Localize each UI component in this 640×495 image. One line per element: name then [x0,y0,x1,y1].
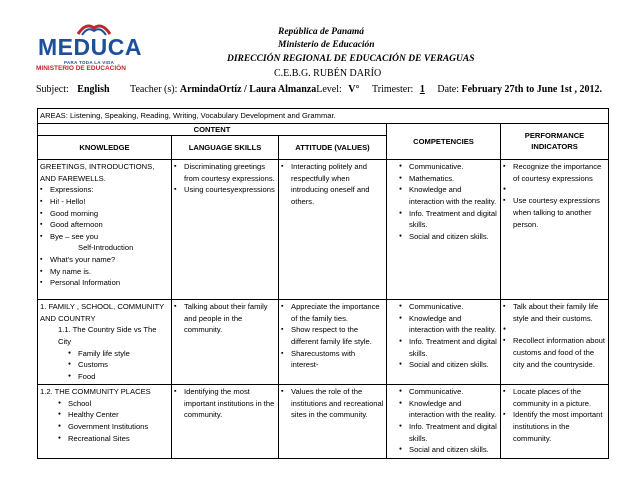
areas-cell: AREAS: Listening, Speaking, Reading, Writing, Vocabulary Development and Grammar. [38,109,609,124]
teacher-label: Teacher (s): [130,84,178,95]
skills-cell [172,300,279,385]
list-item: ● Food [68,371,169,383]
header-language-skills: LANGUAGE SKILLS [172,136,279,160]
attitude-cell [279,160,387,300]
knowledge-cell [38,300,172,385]
meduca-logo [34,20,142,72]
list-item: ● Social and citizen skills. [399,444,498,456]
list-item: ▪ Sharecustoms with interest- [281,348,384,371]
skills-cell [172,160,279,300]
knowledge-title: 1.2. THE COMMUNITY PLACES [40,387,151,397]
content-header: CONTENT [38,123,387,136]
list-item: ▪ Good morning [40,208,169,220]
list-item: ● Info. Treatment and digital skills. [399,421,498,444]
trimester-label: Trimester: [372,84,414,95]
logo-name: MEDUCA [38,34,142,60]
list-item: ● Communicative. [399,161,498,173]
list-item: ● Knowledge and interaction with the reality. [399,398,498,421]
competencies-cell [387,160,501,300]
subject-line [36,84,602,95]
list-item: ▪ Use courtesy expressions when talking to another person. [503,195,606,230]
list-item: ● Healthy Center [58,409,169,421]
logo-tagline: PARA TODA LA VIDA [64,60,115,65]
list-item: ● Social and citizen skills. [399,359,498,371]
knowledge-cell [38,385,172,459]
header-line-4: C.E.B.G. RUBÉN DARÍO [274,68,382,79]
list-item: ● Government Institutions [58,421,169,433]
list-item: ▪ Bye – see you [40,231,169,243]
list-item: ● Info. Treatment and digital skills. [399,336,498,359]
logo-ministry: MINISTERIO DE EDUCACIÓN [36,65,126,72]
list-item: ▪ Recollect information about customs and food of the city and the countryside. [503,335,606,370]
curriculum-table [37,108,609,459]
competencies-cell [387,385,501,459]
list-item: ▪ Identifying the most important institutions in the community. [174,386,276,421]
list-item: ▪ Talking about their family and people in the community. [174,301,276,336]
list-item: ▪ Identify the most important institutions in the community. [503,409,606,444]
indicators-cell [501,160,609,300]
list-item: ▪ Expressions: [40,184,169,196]
list-item: ● Knowledge and interaction with the reality. [399,184,498,207]
attitude-cell [279,385,387,459]
list-item: ● Info. Treatment and digital skills. [399,208,498,231]
indicators-cell [501,300,609,385]
skills-cell [172,385,279,459]
header-performance-indicators: PERFORMANCE INDICATORS [501,123,609,160]
knowledge-subtitle: Self-Introduction [78,243,134,253]
list-item: ● Social and citizen skills. [399,231,498,243]
knowledge-title: GREETINGS, INTRODUCTIONS, AND FAREWELLS. [40,162,155,183]
date-value: February 27th to June 1st , 2012. [461,84,603,95]
list-item: ▪ Good afternoon [40,219,169,231]
list-item: ▪ Interacting politely and respectfully when introducing oneself and others. [281,161,384,207]
table-row [38,385,609,459]
date-label: Date: [437,84,459,95]
subject-value: English [77,84,110,95]
list-item: ● School [58,398,169,410]
subject-label: Subject: [36,84,69,95]
knowledge-subtitle: 1.1. The Country Side vs The City [58,325,157,346]
list-item: ● Customs [68,359,169,371]
indicators-cell [501,385,609,459]
header-line-1: República de Panamá [278,27,365,37]
list-item: ▪ Appreciate the importance of the family ties. [281,301,384,324]
list-item: ▪ My name is. [40,266,169,278]
list-item: ▪ Locate places of the community in a picture. [503,386,606,409]
list-item: ● Family life style [68,348,169,360]
list-item: ▪ Show respect to the different family life style. [281,324,384,347]
table-row [38,160,609,300]
level-label: Level: [316,84,342,95]
table-row [38,300,609,385]
trimester-value: 1 [419,84,425,95]
teacher-value: ArmindaOrtíz / Laura Almanza [179,84,317,95]
list-item: ● Recreational Sites [58,433,169,445]
list-item: ▪ Talk about their family life style and their customs. [503,301,606,324]
level-value: V° [348,84,360,95]
knowledge-title: 1. FAMILY , SCHOOL, COMMUNITY AND COUNTRY [40,302,165,323]
header-competencies: COMPETENCIES [387,123,501,160]
list-item: ▪ Values the role of the institutions and recreational sites in the community. [281,386,384,421]
list-item: ▪ Using courtesyexpressions [174,184,276,196]
header-line-2: Ministerio de Educación [278,40,375,50]
list-item: ▪ Recognize the importance of courtesy expressions [503,161,606,184]
knowledge-cell [38,160,172,300]
header-attitude: ATTITUDE (VALUES) [279,136,387,160]
list-item: ▪ What's your name? [40,254,169,266]
list-item: ▪ Personal Information [40,277,169,289]
competencies-cell [387,300,501,385]
list-item: ● Communicative. [399,301,498,313]
list-item: ▪ Hi! - Hello! [40,196,169,208]
header-line-3: DIRECCIÓN REGIONAL DE EDUCACIÓN DE VERAGUAS [227,54,475,64]
header-knowledge: KNOWLEDGE [38,136,172,160]
list-item: ● Mathematics. [399,173,498,185]
list-item: ▪ Discriminating greetings from courtesy expressions. [174,161,276,184]
attitude-cell [279,300,387,385]
list-item: ● Communicative. [399,386,498,398]
list-item: ● Knowledge and interaction with the reality. [399,313,498,336]
